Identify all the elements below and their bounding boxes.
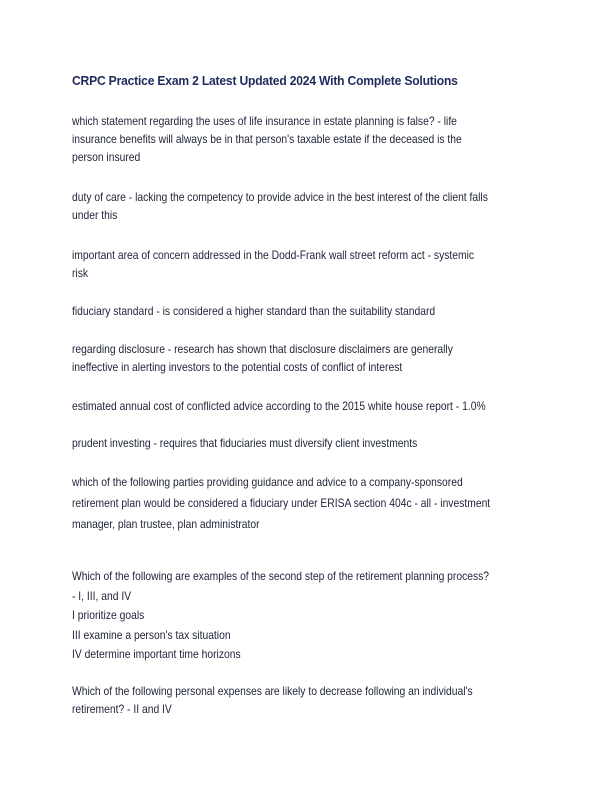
qa-item bbox=[72, 434, 544, 452]
qa-line: - I, III, and IV bbox=[72, 588, 132, 603]
qa-item bbox=[72, 188, 544, 224]
qa-line: risk bbox=[72, 266, 89, 280]
qa-item bbox=[72, 302, 544, 320]
qa-line: which of the following parties providing guidance and advice to a company-sponsored bbox=[72, 475, 463, 489]
qa-line: ineffective in alerting investors to the potential costs of conflict of interest bbox=[72, 360, 403, 374]
qa-line: which statement regarding the uses of life insurance in estate planning is false? - life bbox=[72, 114, 457, 128]
qa-item bbox=[72, 340, 544, 376]
qa-item bbox=[72, 112, 544, 166]
qa-line: Which of the following personal expenses are likely to decrease following an individual's bbox=[72, 684, 473, 698]
qa-line: duty of care - lacking the competency to provide advice in the best interest of the client falls bbox=[72, 190, 488, 204]
qa-item bbox=[72, 472, 544, 535]
qa-line: regarding disclosure - research has shown that disclosure disclaimers are generally bbox=[72, 342, 453, 356]
document-title: CRPC Practice Exam 2 Latest Updated 2024 With Complete Solutions bbox=[72, 73, 458, 88]
qa-item bbox=[72, 682, 544, 718]
qa-line: person insured bbox=[72, 150, 141, 164]
qa-line: insurance benefits will always be in that person's taxable estate if the deceased is the bbox=[72, 132, 462, 146]
qa-line: manager, plan trustee, plan administrator bbox=[72, 517, 260, 531]
qa-line: retirement? - II and IV bbox=[72, 702, 172, 716]
qa-line: prudent investing - requires that fiduciaries must diversify client investments bbox=[72, 436, 418, 450]
qa-line: retirement plan would be considered a fiduciary under ERISA section 404c - all - investment bbox=[72, 496, 491, 510]
qa-item bbox=[72, 246, 544, 282]
qa-line: III examine a person's tax situation bbox=[72, 627, 231, 642]
qa-line: under this bbox=[72, 208, 118, 222]
qa-line: Which of the following are examples of the second step of the retirement planning process? bbox=[72, 569, 490, 583]
qa-item bbox=[72, 567, 544, 665]
qa-line: estimated annual cost of conflicted advice according to the 2015 white house report - 1.0% bbox=[72, 399, 486, 413]
qa-item bbox=[72, 397, 544, 415]
qa-line: fiduciary standard - is considered a higher standard than the suitability standard bbox=[72, 304, 436, 318]
qa-line: I prioritize goals bbox=[72, 608, 145, 622]
qa-line: important area of concern addressed in the Dodd-Frank wall street reform act - systemic bbox=[72, 248, 475, 262]
qa-line: IV determine important time horizons bbox=[72, 647, 241, 661]
